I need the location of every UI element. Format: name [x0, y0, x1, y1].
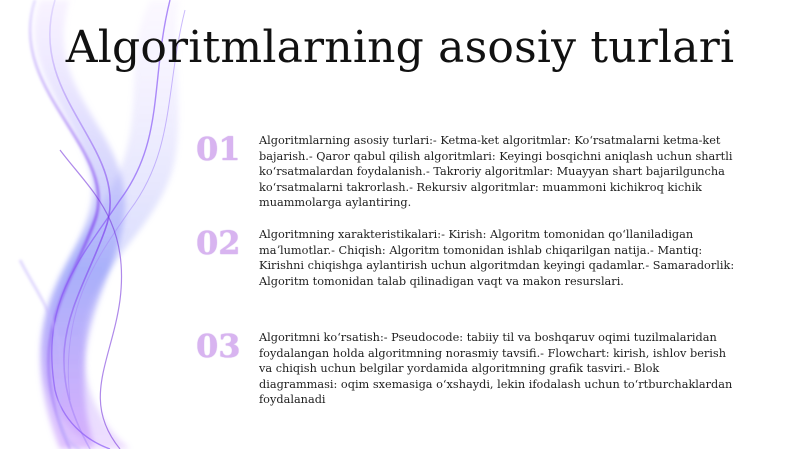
item-text: Algoritmning xarakteristikalari:- Kirish: Algoritm tomonidan qoʻllaniladigan maʼlumotlar.- Chiqish: Algoritm tomonidan ishlab chiqarilgan natija.- Mantiq: Kirishni chiqishga aylantirish uchun algoritmdan keyingi qadamlar.- Samaradorlik: Algoritm tomonidan talab qilinadigan vaqt va makon resurslari.: [259, 228, 735, 288]
item-text: Algoritmni koʻrsatish:- Pseudocode: tabiiy til va boshqaruv oqimi tuzilmalaridan foydalangan holda algoritmning norasmiy tavsifi.- Flowchart: kirish, ishlov berish va chiqish uchun belgilar yordamida algoritmning grafik tasviri.- Blok diagrammasi: oqim sxemasiga oʻxshaydi, lekin ifodalash uchun toʻrtburchaklardan foydalanadi: [259, 331, 733, 406]
slide-title: Algoritmlarning asosiy turlari: [65, 22, 735, 73]
item-number: 02: [196, 224, 241, 262]
item-number: 01: [196, 130, 241, 168]
item-number: 03: [196, 327, 241, 365]
item-text: Algoritmlarning asosiy turlari:- Ketma-ket algoritmlar: Koʻrsatmalarni ketma-ket bajarish.- Qaror qabul qilish algoritmlari: Keyingi bosqichni aniqlash uchun shartli koʻrsatmalardan foydalanish.- Takroriy algoritmlar: Muayyan shart bajarilguncha koʻrsatmalarni takrorlash.- Rekursiv algoritmlar: muammoni kichikroq kichik muammolarga aylantiring.: [259, 134, 733, 209]
